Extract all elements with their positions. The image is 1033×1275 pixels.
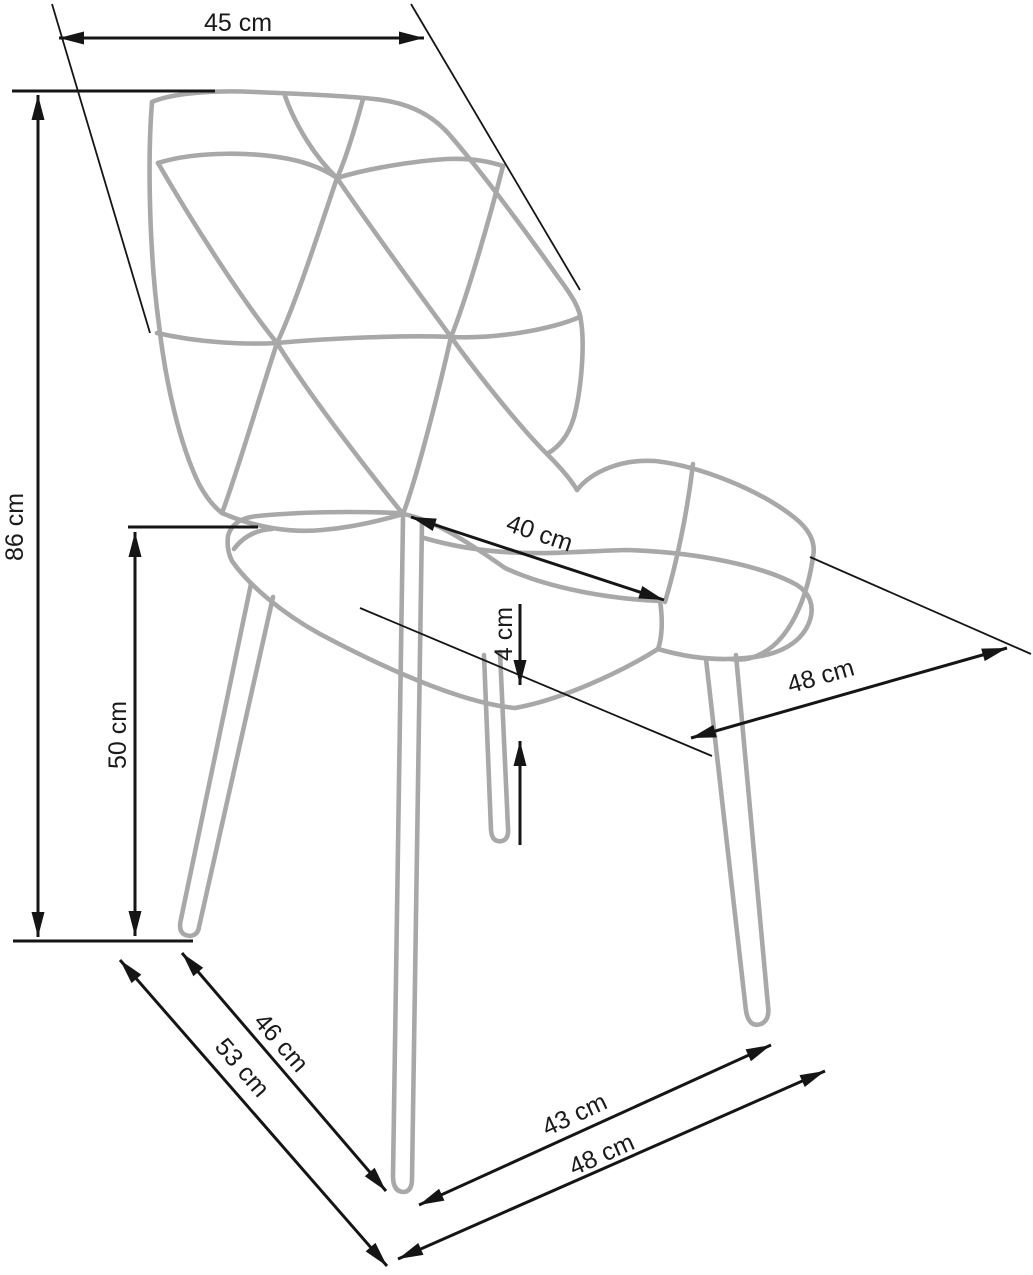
dim-label-base-depth: 53 cm: [209, 1032, 275, 1103]
dimension-annotations: [1, 4, 1031, 1266]
dim-front-leg-span: [419, 1045, 771, 1205]
chair-leg-back-right: [484, 652, 508, 841]
chair-armrest-wing: [577, 461, 814, 660]
dim-label-seat-width: 40 cm: [502, 509, 577, 558]
dim-label-base-width: 48 cm: [564, 1128, 639, 1182]
extension-line: [810, 557, 1031, 654]
chair-leg-front-left: [393, 518, 422, 1192]
chair-backrest: [150, 91, 583, 530]
dim-label-seat-height: 50 cm: [104, 700, 132, 770]
dim-label-rear-leg-span: 46 cm: [248, 1007, 314, 1078]
dim-label-backrest-top-width: 45 cm: [203, 9, 273, 37]
chair-leg-front-right: [706, 655, 768, 1025]
extension-line: [52, 4, 150, 333]
dim-seat-height: [104, 527, 258, 936]
dim-overall-height: [1, 91, 215, 941]
chair-leg-back-left: [180, 584, 273, 936]
dim-base-depth: [120, 960, 387, 1266]
extension-line: [411, 4, 580, 290]
dim-label-cushion-thickness: 4 cm: [490, 606, 518, 662]
dim-arrow: [419, 1045, 771, 1205]
extension-line: [360, 608, 712, 756]
dim-arrow: [120, 960, 387, 1266]
dim-rear-leg-span: [182, 953, 386, 1191]
dim-label-front-leg-span: 43 cm: [537, 1087, 612, 1142]
dim-label-seat-depth: 48 cm: [784, 653, 858, 700]
dim-arrow: [182, 953, 386, 1191]
dim-label-overall-height: 86 cm: [1, 492, 29, 562]
dim-base-width: [398, 1071, 825, 1259]
